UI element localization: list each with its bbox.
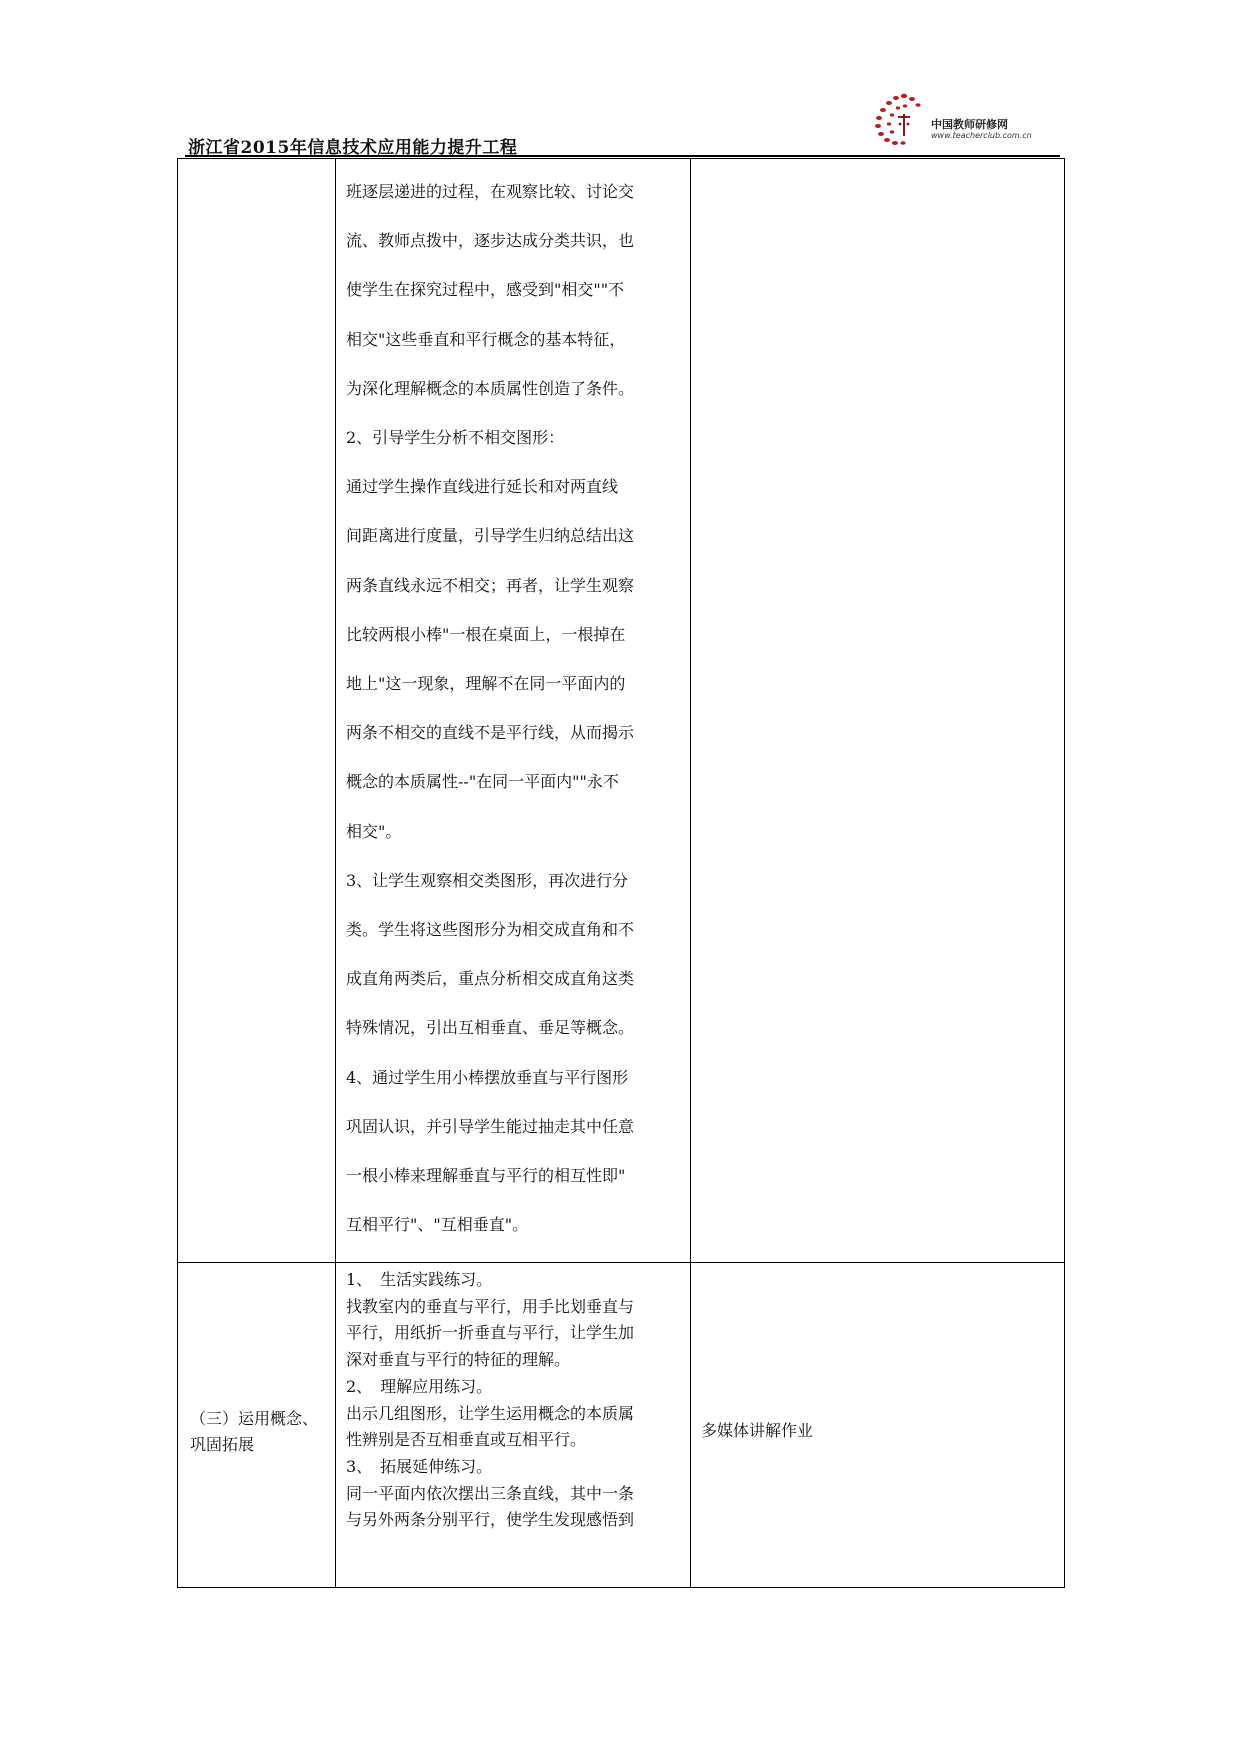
text-line: 一根小棒来理解垂直与平行的相互性即" — [346, 1166, 626, 1186]
logo-url: www.teacherclub.com.cn — [931, 131, 1032, 140]
logo-name: 中国教师研修网 — [931, 118, 1008, 131]
media-text: 多媒体讲解作业 — [701, 1421, 814, 1440]
text-line: 1、 生活实践练习。 — [346, 1270, 493, 1289]
stage-label-line: （三）运用概念、 — [190, 1409, 319, 1428]
stage-label-line: 巩固拓展 — [190, 1435, 255, 1454]
text-line: 互相平行"、"互相垂直"。 — [346, 1215, 529, 1235]
teacherclub-logo — [872, 90, 1052, 146]
text-line: 间距离进行度量，引导学生归纳总结出这 — [346, 526, 635, 546]
process-cell — [336, 159, 691, 1263]
text-line: 概念的本质属性--"在同一平面内""永不 — [346, 772, 619, 792]
table-row — [178, 1263, 1065, 1588]
text-line: 出示几组图形，让学生运用概念的本质属 — [346, 1403, 635, 1423]
text-line: 4、通过学生用小棒摆放垂直与平行图形 — [346, 1067, 629, 1087]
text-line: 3、让学生观察相交类图形，再次进行分 — [346, 870, 629, 890]
lesson-plan-table — [177, 158, 1065, 1588]
header-rule — [185, 155, 1060, 157]
media-cell — [691, 1263, 1065, 1588]
text-line: 比较两根小棒"一根在桌面上，一根掉在 — [346, 624, 626, 644]
text-line: 地上"这一现象，理解不在同一平面内的 — [346, 674, 626, 694]
text-line: 两条不相交的直线不是平行线，从而揭示 — [346, 723, 635, 743]
text-line: 为深化理解概念的本质属性创造了条件。 — [346, 378, 635, 398]
media-cell — [691, 159, 1065, 1263]
text-line: 性辨别是否互相垂直或互相平行。 — [346, 1430, 587, 1450]
text-line: 通过学生操作直线进行延长和对两直线 — [346, 477, 619, 497]
text-line: 班逐层递进的过程，在观察比较、讨论交 — [346, 182, 635, 201]
text-line: 2、引导学生分析不相交图形： — [346, 428, 565, 448]
text-line: 两条直线永远不相交；再者，让学生观察 — [346, 575, 635, 595]
text-line: 找教室内的垂直与平行，用手比划垂直与 — [346, 1296, 635, 1316]
text-line: 相交"这些垂直和平行概念的基本特征， — [346, 329, 626, 349]
text-line: 相交"。 — [346, 821, 402, 841]
text-line: 3、 拓展延伸练习。 — [346, 1456, 493, 1476]
process-lines — [336, 159, 690, 1249]
text-line: 巩固认识，并引导学生能过抽走其中任意 — [346, 1116, 635, 1136]
text-line: 深对垂直与平行的特征的理解。 — [346, 1350, 571, 1370]
document-header-title: 浙江省2015年信息技术应用能力提升工程 — [188, 138, 518, 158]
text-line: 与另外两条分别平行，使学生发现感悟到 — [346, 1510, 635, 1530]
stage-cell — [178, 159, 336, 1263]
stage-cell — [178, 1263, 336, 1588]
text-line: 同一平面内依次摆出三条直线，其中一条 — [346, 1483, 635, 1503]
text-line: 平行，用纸折一折垂直与平行，让学生加 — [346, 1323, 635, 1343]
process-lines — [336, 1263, 690, 1534]
text-line: 流、教师点拨中，逐步达成分类共识，也 — [346, 231, 635, 251]
text-line: 特殊情况，引出互相垂直、垂足等概念。 — [346, 1018, 635, 1038]
logo-dots-icon — [872, 90, 930, 146]
stage-label — [178, 1406, 335, 1458]
text-line: 使学生在探究过程中，感受到"相交""不 — [346, 280, 625, 300]
process-cell — [336, 1263, 691, 1588]
text-line: 成直角两类后，重点分析相交成直角这类 — [346, 969, 635, 989]
text-line: 类。学生将这些图形分为相交成直角和不 — [346, 920, 635, 940]
table-row — [178, 159, 1065, 1263]
text-line: 2、 理解应用练习。 — [346, 1376, 493, 1396]
